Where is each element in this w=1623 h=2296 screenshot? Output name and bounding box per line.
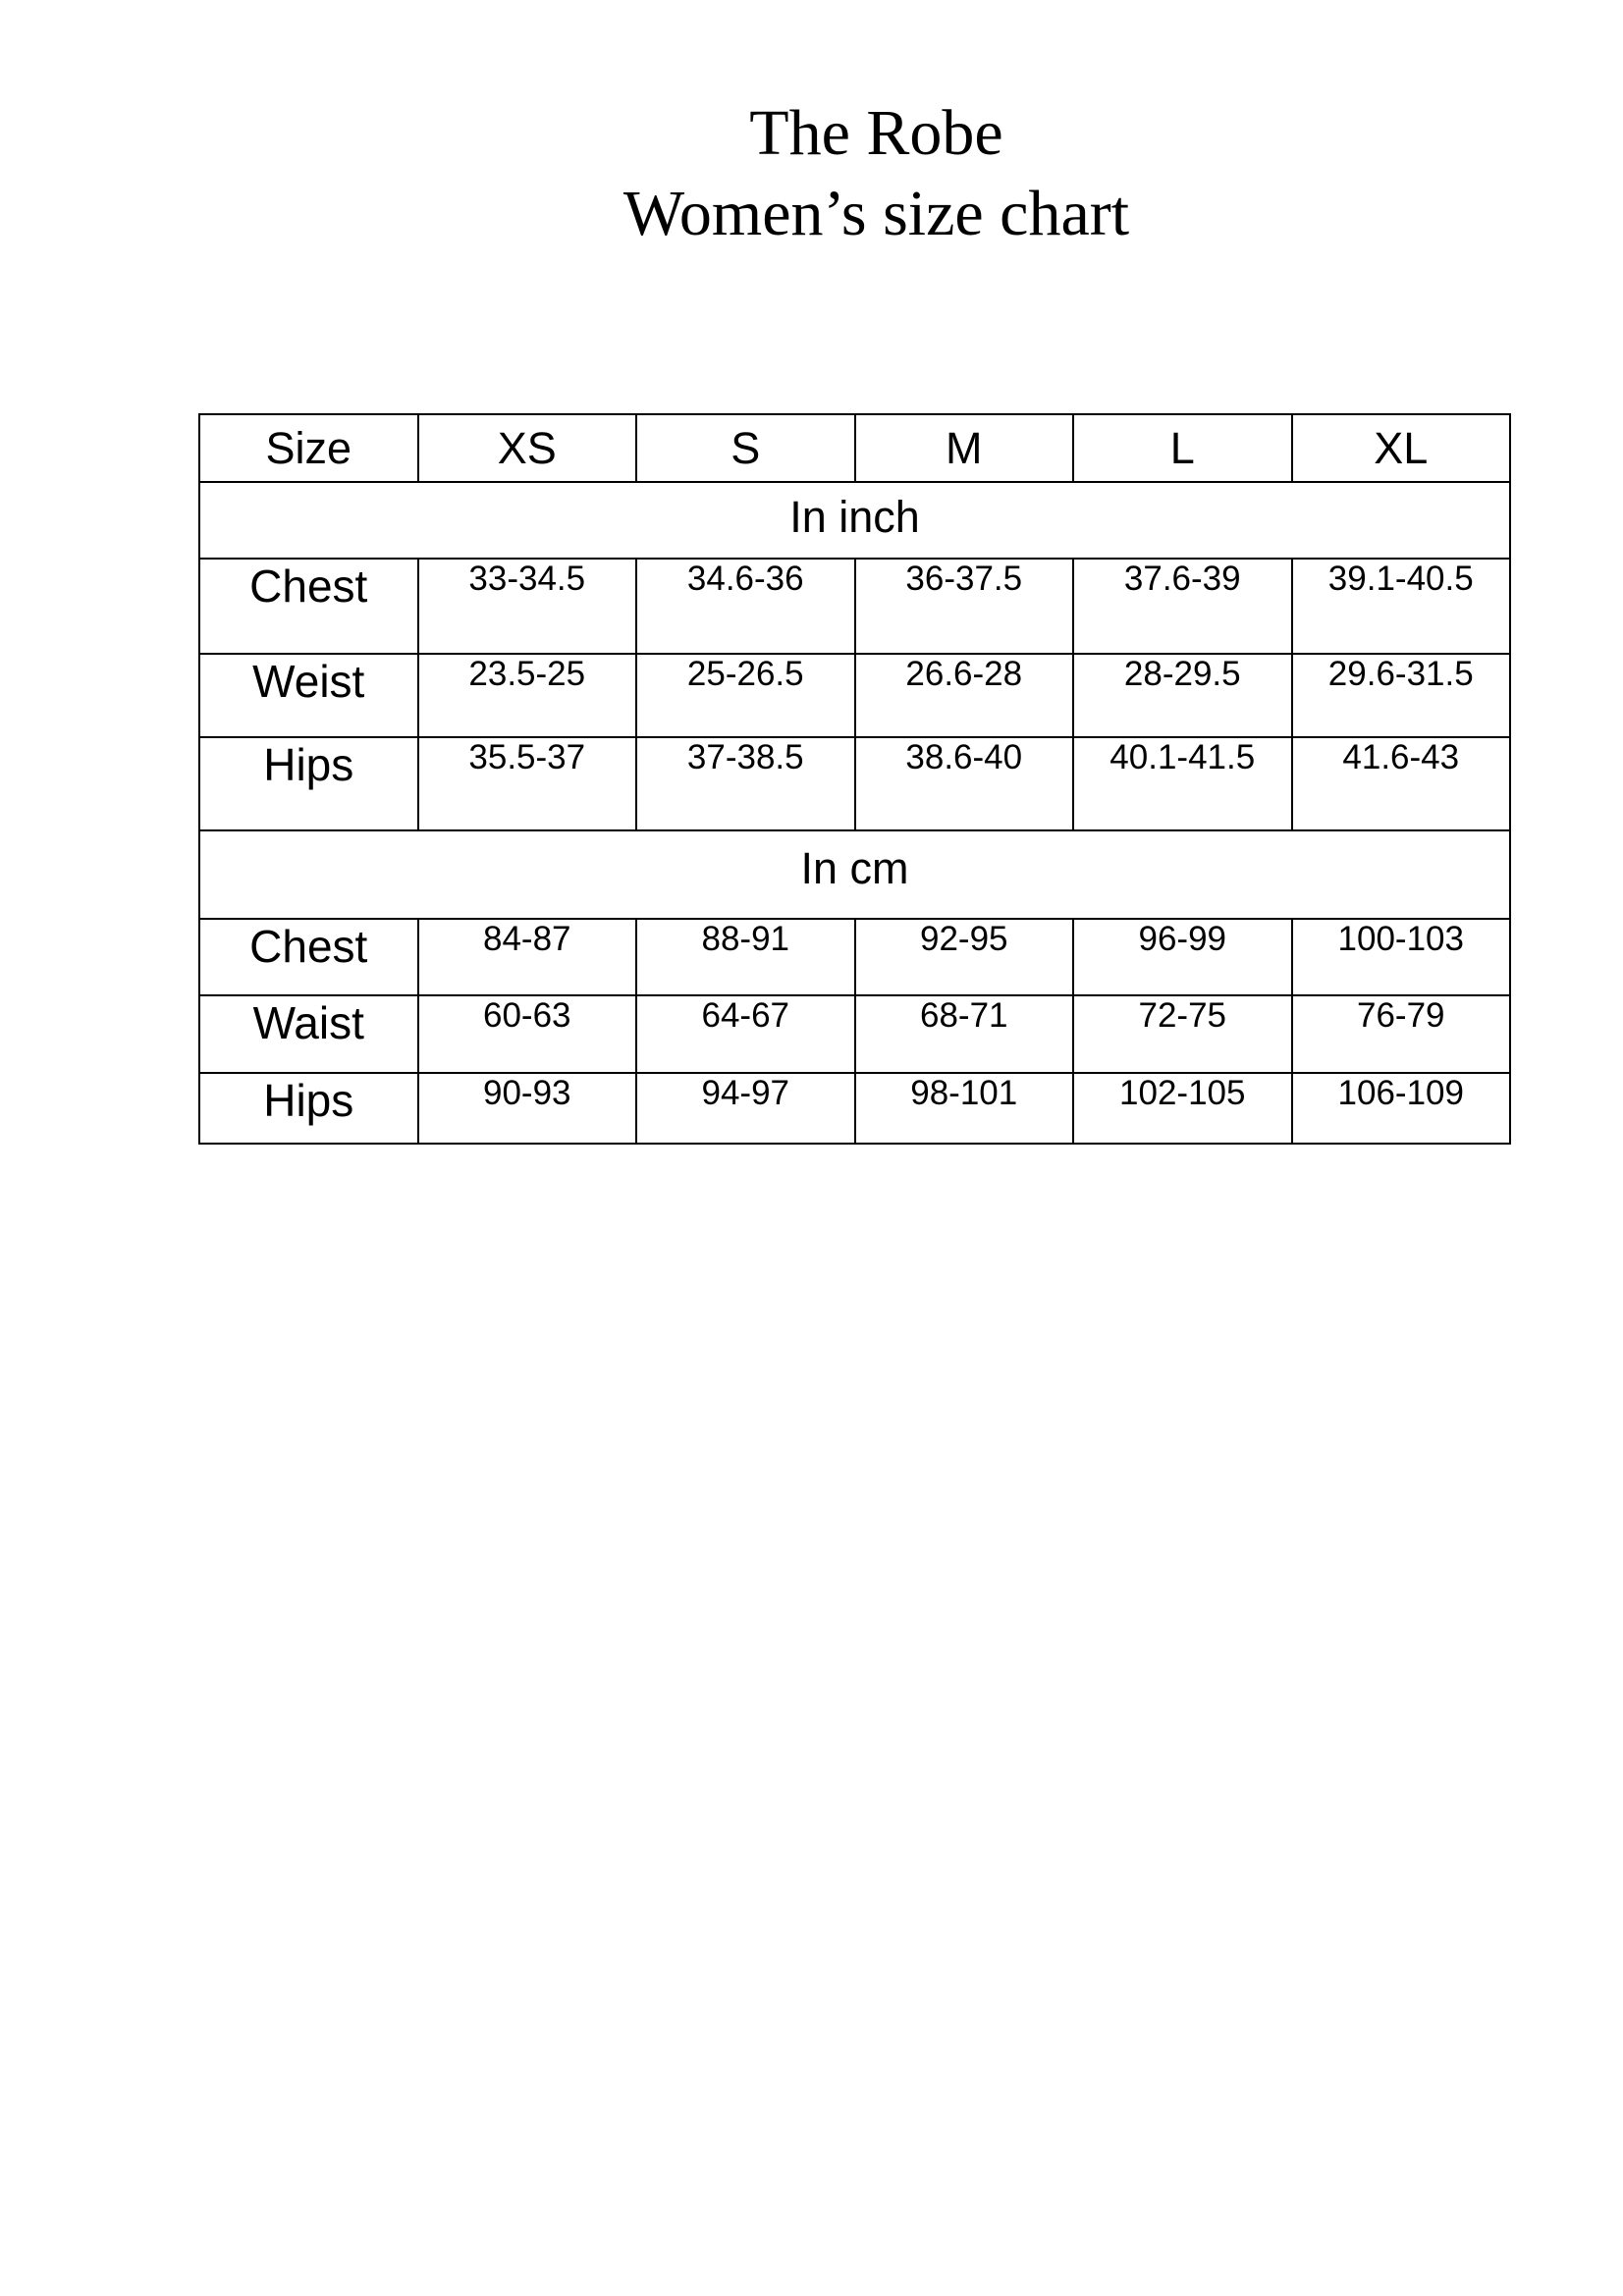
table-cell: 106-109 — [1292, 1073, 1511, 1144]
table-cell: 76-79 — [1292, 995, 1511, 1073]
row-label-chest-inch: Chest — [199, 559, 418, 654]
table-cell: 88-91 — [636, 919, 855, 995]
header-cell-xl: XL — [1292, 414, 1511, 482]
header-row — [199, 414, 1510, 482]
row-label-hips-inch: Hips — [199, 737, 418, 830]
table-cell: 29.6-31.5 — [1292, 654, 1511, 737]
title-line-chart: Women’s size chart — [622, 178, 1130, 249]
table-cell: 84-87 — [418, 919, 637, 995]
section-row-inch — [199, 482, 1510, 559]
header-cell-size: Size — [199, 414, 418, 482]
header-cell-l: L — [1073, 414, 1292, 482]
table-row — [199, 559, 1510, 654]
table-cell: 35.5-37 — [418, 737, 637, 830]
table-cell: 25-26.5 — [636, 654, 855, 737]
table-row — [199, 1073, 1510, 1144]
table-row — [199, 995, 1510, 1073]
row-label-hips-cm: Hips — [199, 1073, 418, 1144]
table-cell: 28-29.5 — [1073, 654, 1292, 737]
title-line-product: The Robe — [749, 97, 1003, 169]
section-label-inch: In inch — [199, 482, 1510, 559]
table-row — [199, 919, 1510, 995]
table-cell: 37-38.5 — [636, 737, 855, 830]
table-cell: 41.6-43 — [1292, 737, 1511, 830]
table-cell: 68-71 — [855, 995, 1074, 1073]
row-label-chest-cm: Chest — [199, 919, 418, 995]
table-cell: 60-63 — [418, 995, 637, 1073]
size-chart-table — [198, 413, 1511, 1145]
table-cell: 34.6-36 — [636, 559, 855, 654]
table-cell: 37.6-39 — [1073, 559, 1292, 654]
table-cell: 38.6-40 — [855, 737, 1074, 830]
table-cell: 102-105 — [1073, 1073, 1292, 1144]
table-cell: 72-75 — [1073, 995, 1292, 1073]
section-row-cm — [199, 830, 1510, 919]
header-cell-s: S — [636, 414, 855, 482]
table-cell: 100-103 — [1292, 919, 1511, 995]
row-label-waist-inch: Weist — [199, 654, 418, 737]
table-cell: 90-93 — [418, 1073, 637, 1144]
table-cell: 33-34.5 — [418, 559, 637, 654]
table-cell: 98-101 — [855, 1073, 1074, 1144]
table-cell: 40.1-41.5 — [1073, 737, 1292, 830]
table-row — [199, 737, 1510, 830]
table-cell: 23.5-25 — [418, 654, 637, 737]
section-label-cm: In cm — [199, 830, 1510, 919]
table-cell: 92-95 — [855, 919, 1074, 995]
table-cell: 39.1-40.5 — [1292, 559, 1511, 654]
row-label-waist-cm: Waist — [199, 995, 418, 1073]
table-cell: 36-37.5 — [855, 559, 1074, 654]
table-row — [199, 654, 1510, 737]
header-cell-xs: XS — [418, 414, 637, 482]
table-cell: 26.6-28 — [855, 654, 1074, 737]
document-title — [0, 93, 1623, 254]
header-cell-m: M — [855, 414, 1074, 482]
table-cell: 96-99 — [1073, 919, 1292, 995]
table-cell: 94-97 — [636, 1073, 855, 1144]
table-cell: 64-67 — [636, 995, 855, 1073]
